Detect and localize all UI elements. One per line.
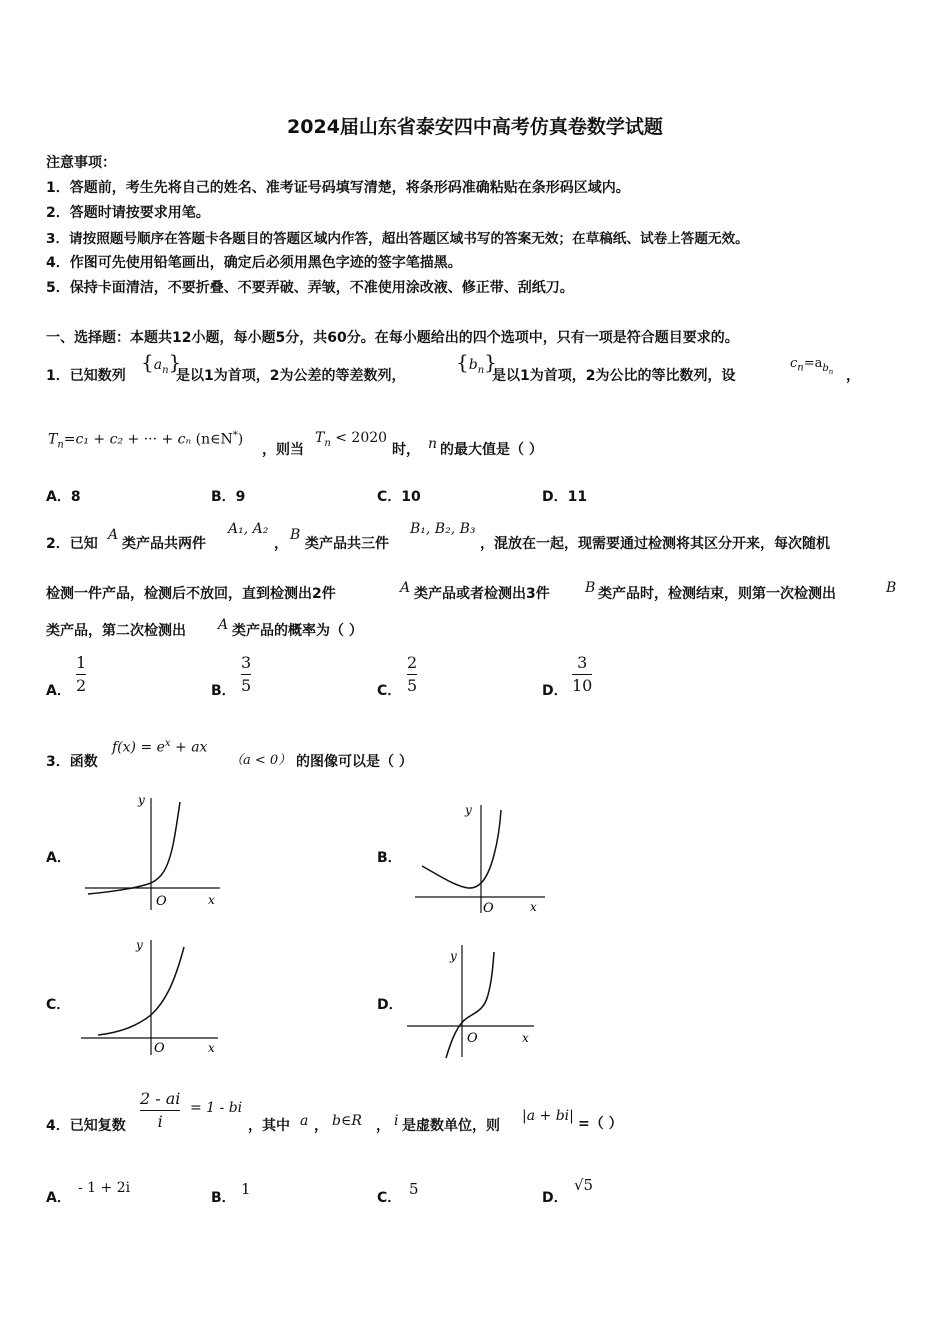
- origin-label: O: [483, 901, 494, 916]
- q4-b-real: b∈R: [332, 1113, 362, 1129]
- q2-option-d-fraction[interactable]: 3 10: [572, 653, 593, 695]
- q1-text-1: 1．已知数列: [46, 368, 126, 384]
- q2-var-a: A: [108, 527, 119, 543]
- q3-text-2: 的图像可以是（ ）: [296, 754, 413, 770]
- q3-option-a-label[interactable]: A．: [46, 850, 71, 866]
- q4-text-2: ，其中: [248, 1118, 290, 1134]
- q4-option-b-value[interactable]: 1: [241, 1180, 251, 1198]
- q1-text-6: 的最大值是（ ）: [440, 442, 543, 458]
- q2-option-c-label[interactable]: C．: [377, 683, 402, 699]
- q1-option-c[interactable]: C．10: [377, 489, 421, 505]
- q3-option-d-label[interactable]: D．: [377, 997, 403, 1013]
- q2-text-7: 类产品或者检测出3件: [414, 586, 550, 602]
- axis-x-label: x: [522, 1031, 529, 1045]
- q4-var-i: i: [394, 1113, 399, 1129]
- q3-function: $f(x) = e^x$ + ax: [112, 738, 208, 756]
- q1-var-n: n: [428, 436, 438, 452]
- axis-y-label: y: [465, 803, 472, 817]
- q1-cn-def: $c_n=a_{b_n}$: [790, 356, 834, 376]
- page-title: 2024届山东省泰安四中高考仿真卷数学试题: [287, 116, 663, 138]
- q4-text-6: =（ ）: [578, 1116, 623, 1132]
- q4-text-4: ，: [376, 1118, 390, 1134]
- q1-comma: ，: [846, 368, 860, 384]
- notice-item-5: 5．保持卡面清洁，不要折叠、不要弄破、弄皱，不准使用涂改液、修正带、刮纸刀。: [46, 280, 574, 296]
- q3-graph-b[interactable]: [410, 800, 560, 918]
- origin-label: O: [156, 894, 167, 909]
- q1-text-5: 时，: [392, 442, 420, 458]
- origin-label: O: [467, 1031, 478, 1046]
- axis-y-label: y: [136, 938, 143, 952]
- q2-option-a-fraction[interactable]: 1 2: [76, 653, 87, 695]
- notice-item-4: 4．作图可先使用铅笔画出，确定后必须用黑色字迹的签字笔描黑。: [46, 255, 462, 271]
- q2-b-items: B₁, B₂, B₃: [410, 521, 476, 537]
- q2-var-b2: B: [585, 580, 596, 596]
- notice-item-1: 1．答题前，考生先将自己的姓名、准考证号码填写清楚，将条形码准确粘贴在条形码区域内。: [46, 180, 630, 196]
- curve: [98, 947, 184, 1035]
- q1-text-3: 是以1为首项，2为公比的等比数列，设: [492, 368, 736, 384]
- notice-item-2: 2．答题时请按要求用笔。: [46, 205, 210, 221]
- q4-fraction: 2 - ai i: [140, 1089, 181, 1131]
- q4-option-d-value[interactable]: √5: [574, 1176, 594, 1194]
- q1-text-4: ，则当: [262, 442, 304, 458]
- q2-option-d-label[interactable]: D．: [542, 683, 568, 699]
- axis-x-label: x: [208, 1041, 215, 1055]
- q4-option-d-label[interactable]: D．: [542, 1190, 568, 1206]
- q2-text-2: 类产品共两件: [122, 536, 206, 552]
- q1-seq-b: $\{b_n\}$: [456, 350, 497, 376]
- axis-y-label: y: [450, 949, 457, 963]
- q4-option-c-label[interactable]: C．: [377, 1190, 402, 1206]
- q4-var-a: a: [300, 1113, 309, 1129]
- q2-option-b-fraction[interactable]: 3 5: [241, 653, 252, 695]
- section-heading: 一、选择题：本题共12小题，每小题5分，共60分。在每小题给出的四个选项中，只有一项是符合题目要求的。: [46, 330, 739, 346]
- q4-text-1: 4．已知复数: [46, 1118, 126, 1134]
- q2-var-b: B: [290, 527, 301, 543]
- curve: [422, 810, 501, 888]
- q2-text-1: 2．已知: [46, 536, 98, 552]
- q3-option-c-label[interactable]: C．: [46, 997, 71, 1013]
- q2-text-6: 检测一件产品，检测后不放回，直到检测出2件: [46, 586, 336, 602]
- q2-var-a3: A: [218, 617, 229, 633]
- q2-text-3: ，: [274, 536, 288, 552]
- q3-text-1: 3．函数: [46, 754, 98, 770]
- notice-item-3: 3．请按照题号顺序在答题卡各题目的答题区域内作答，超出答题区域书写的答案无效；在草稿纸、试卷上答题无效。: [46, 231, 749, 247]
- q3-graph-d[interactable]: [404, 940, 554, 1062]
- q1-tn-formula: $T_n=c_1 + c_2$ + ··· + cₙ (n∈N*): [48, 430, 244, 451]
- origin-label: O: [154, 1041, 165, 1056]
- q2-option-c-fraction[interactable]: 2 5: [407, 653, 418, 695]
- q4-modulus: |a + bi|: [522, 1108, 574, 1124]
- q4-option-a-label[interactable]: A．: [46, 1190, 71, 1206]
- q2-option-a-label[interactable]: A．: [46, 683, 71, 699]
- q3-graph-a[interactable]: [80, 790, 230, 915]
- axis-x-label: x: [530, 900, 537, 914]
- q1-text-2: 是以1为首项，2为公差的等差数列，: [176, 368, 406, 384]
- q4-option-a-value[interactable]: - 1 + 2i: [78, 1180, 131, 1196]
- q2-text-10: 类产品的概率为（ ）: [232, 623, 363, 639]
- curve: [88, 802, 180, 894]
- axis-x-label: x: [208, 893, 215, 907]
- q1-condition: $T_n < 2020$: [315, 430, 388, 449]
- q3-condition: （a < 0）: [230, 753, 292, 768]
- q4-text-5: 是虚数单位，则: [402, 1118, 500, 1134]
- q4-equation: = 1 - bi: [190, 1100, 243, 1116]
- q3-option-b-label[interactable]: B．: [377, 850, 402, 866]
- q4-option-c-value[interactable]: 5: [409, 1180, 419, 1198]
- q2-text-9: 类产品，第二次检测出: [46, 623, 186, 639]
- q1-option-d[interactable]: D．11: [542, 489, 588, 505]
- q2-var-a2: A: [400, 580, 411, 596]
- q2-a-items: A₁, A₂: [228, 521, 269, 537]
- q4-text-3: ，: [314, 1118, 328, 1134]
- q1-seq-a: $\{a_n\}$: [141, 350, 182, 376]
- q2-option-b-label[interactable]: B．: [211, 683, 236, 699]
- q2-text-4: 类产品共三件: [305, 536, 389, 552]
- q2-var-b3: B: [886, 580, 897, 596]
- q3-graph-c[interactable]: [78, 935, 228, 1060]
- q2-text-5: ，混放在一起，现需要通过检测将其区分开来，每次随机: [480, 536, 830, 552]
- axis-y-label: y: [138, 793, 145, 807]
- q2-text-8: 类产品时，检测结束，则第一次检测出: [598, 586, 836, 602]
- q1-option-a[interactable]: A．8: [46, 489, 81, 505]
- q1-option-b[interactable]: B．9: [211, 489, 246, 505]
- notice-heading: 注意事项：: [46, 155, 116, 171]
- q4-option-b-label[interactable]: B．: [211, 1190, 236, 1206]
